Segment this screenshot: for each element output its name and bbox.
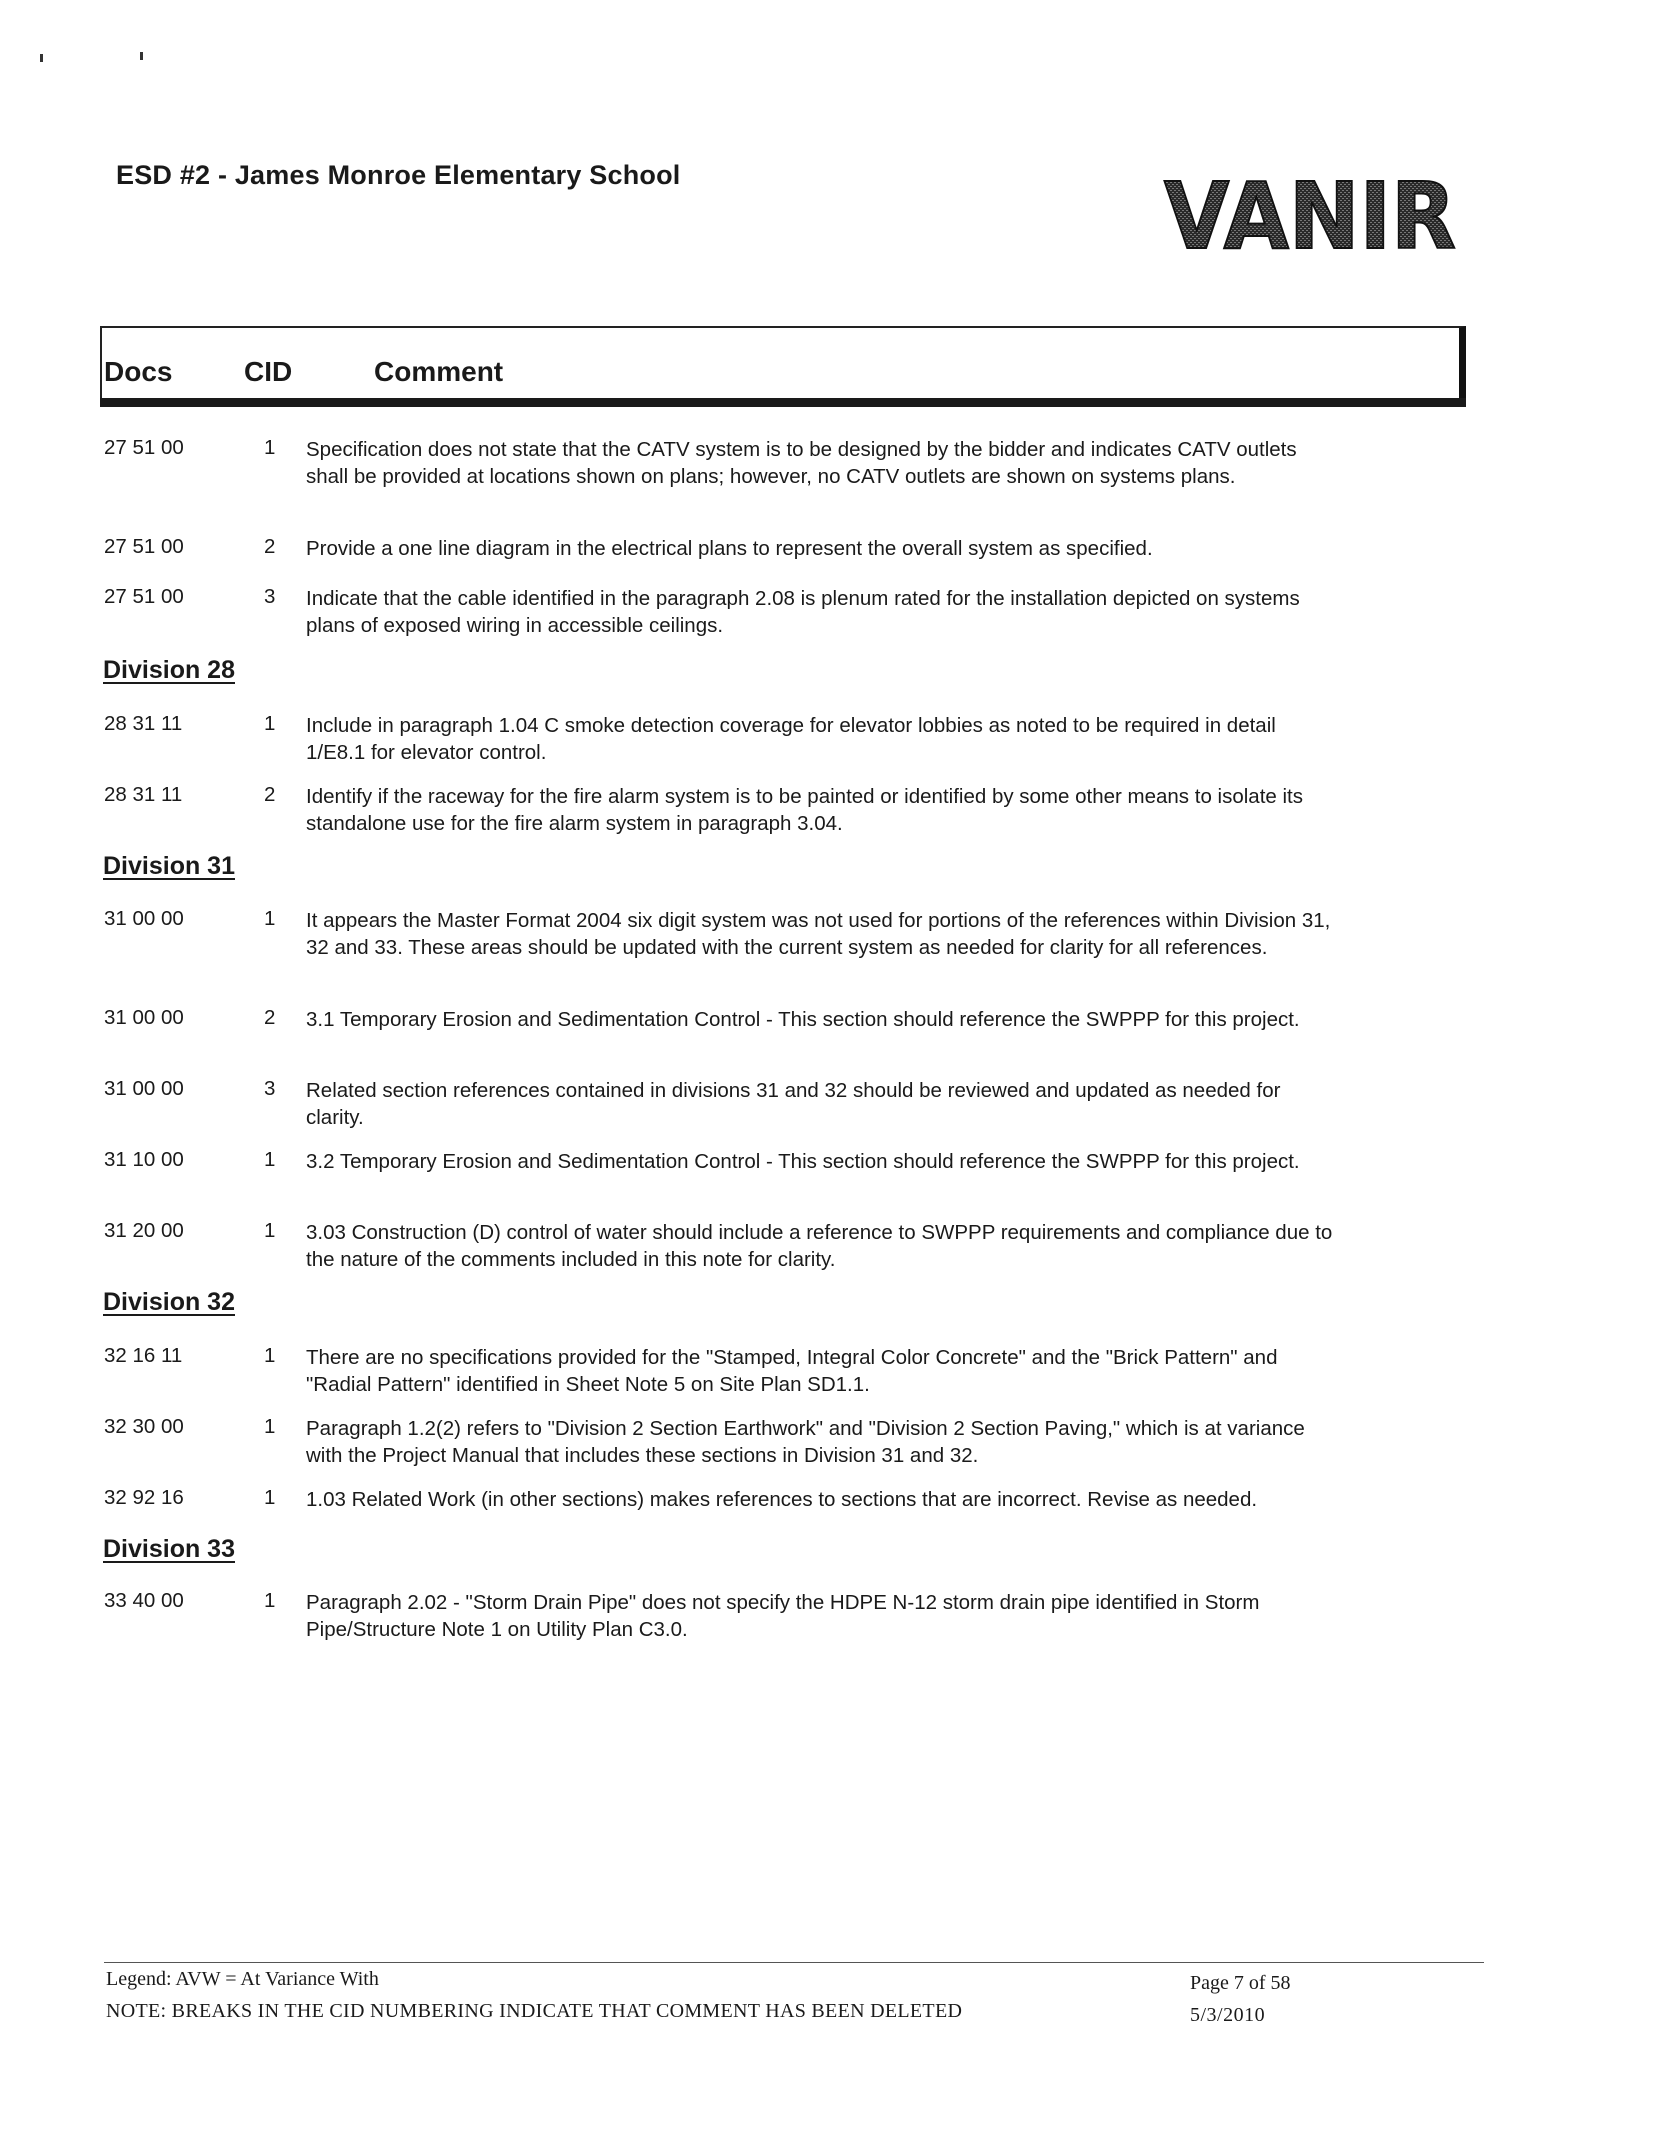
- doc-number: 28 31 11: [104, 712, 183, 735]
- column-header-comment: Comment: [374, 356, 504, 387]
- cid-number: 2: [264, 783, 276, 806]
- table-header-box: [100, 326, 1466, 400]
- doc-number: 28 31 11: [104, 783, 183, 806]
- cid-number: 1: [264, 1589, 276, 1612]
- document-title: ESD #2 - James Monroe Elementary School: [116, 160, 681, 190]
- scan-speck: [140, 52, 143, 60]
- footer-rule: [104, 1962, 1484, 1963]
- doc-number: 32 92 16: [104, 1486, 184, 1509]
- doc-number: 31 10 00: [104, 1148, 184, 1171]
- doc-number: 27 51 00: [104, 535, 184, 558]
- cid-number: 2: [264, 1006, 276, 1029]
- comment-text: Identify if the raceway for the fire alarm system is to be painted or identified by some other means to isolate its standalone use for the fire alarm system in paragraph 3.04.: [306, 785, 1304, 835]
- column-header-docs: Docs: [104, 356, 173, 387]
- comment-text: 3.1 Temporary Erosion and Sedimentation Control - This section should reference the SWPPP for this project.: [306, 1008, 1300, 1031]
- page-number: Page 7 of 58: [1190, 1972, 1291, 1994]
- table-header-rule: [100, 398, 1466, 407]
- vanir-logo: [1160, 168, 1460, 258]
- footer-note: NOTE: BREAKS IN THE CID NUMBERING INDICATE THAT COMMENT HAS BEEN DELETED: [106, 2000, 963, 2022]
- doc-number: 31 00 00: [104, 1006, 184, 1029]
- cid-number: 3: [264, 1077, 276, 1100]
- footer-legend: Legend: AVW = At Variance With: [106, 1968, 379, 1990]
- comment-text: It appears the Master Format 2004 six digit system was not used for portions of the references within Division 31, 32 and 33. These areas should be updated with the current system as needed for clarity for all references.: [306, 909, 1331, 959]
- cid-number: 1: [264, 1219, 276, 1242]
- comment-text: Include in paragraph 1.04 C smoke detection coverage for elevator lobbies as noted to be required in detail 1/E8.1 for elevator control.: [306, 714, 1276, 764]
- division-heading: Division 33: [103, 1535, 235, 1563]
- cid-number: 1: [264, 1148, 276, 1171]
- comment-text: Paragraph 2.02 - "Storm Drain Pipe" does not specify the HDPE N-12 storm drain pipe identified in Storm Pipe/Structure Note 1 on Utility Plan C3.0.: [306, 1591, 1260, 1641]
- division-heading: Division 32: [103, 1288, 235, 1316]
- column-header-cid: CID: [244, 356, 293, 387]
- cid-number: 1: [264, 907, 276, 930]
- comment-text: Paragraph 1.2(2) refers to "Division 2 Section Earthwork" and "Division 2 Section Paving," which is at variance with the Project Manual that includes these sections in Division 31 and 32.: [306, 1417, 1305, 1467]
- comment-text: 1.03 Related Work (in other sections) makes references to sections that are incorrect. Revise as needed.: [306, 1488, 1258, 1511]
- comment-text: 3.2 Temporary Erosion and Sedimentation Control - This section should reference the SWPPP for this project.: [306, 1150, 1300, 1173]
- cid-number: 1: [264, 1344, 276, 1367]
- comment-text: Indicate that the cable identified in the paragraph 2.08 is plenum rated for the installation depicted on systems plans of exposed wiring in accessible ceilings.: [306, 587, 1300, 637]
- doc-number: 32 30 00: [104, 1415, 184, 1438]
- comment-text: Specification does not state that the CATV system is to be designed by the bidder and indicates CATV outlets shall be provided at locations shown on plans; however, no CATV outlets are shown on systems plans.: [306, 438, 1297, 488]
- comment-text: There are no specifications provided for the "Stamped, Integral Color Concrete" and the "Brick Pattern" and "Radial Pattern" identified in Sheet Note 5 on Site Plan SD1.1.: [306, 1346, 1278, 1396]
- scan-speck: [40, 54, 43, 62]
- cid-number: 1: [264, 1415, 276, 1438]
- division-heading: Division 31: [103, 852, 235, 880]
- doc-number: 31 00 00: [104, 1077, 184, 1100]
- cid-number: 3: [264, 585, 276, 608]
- doc-number: 27 51 00: [104, 585, 184, 608]
- footer-date: 5/3/2010: [1190, 2004, 1266, 2026]
- doc-number: 31 00 00: [104, 907, 184, 930]
- doc-number: 31 20 00: [104, 1219, 184, 1242]
- logo-text: VANIR: [1164, 168, 1456, 258]
- cid-number: 2: [264, 535, 276, 558]
- cid-number: 1: [264, 1486, 276, 1509]
- cid-number: 1: [264, 436, 276, 459]
- comment-text: 3.03 Construction (D) control of water should include a reference to SWPPP requirements and compliance due to the nature of the comments included in this note for clarity.: [306, 1221, 1333, 1271]
- doc-number: 32 16 11: [104, 1344, 183, 1367]
- doc-number: 27 51 00: [104, 436, 184, 459]
- cid-number: 1: [264, 712, 276, 735]
- doc-number: 33 40 00: [104, 1589, 184, 1612]
- division-heading: Division 28: [103, 656, 235, 684]
- comment-text: Related section references contained in divisions 31 and 32 should be reviewed and updated as needed for clarity.: [306, 1079, 1281, 1129]
- comment-text: Provide a one line diagram in the electrical plans to represent the overall system as specified.: [306, 537, 1153, 560]
